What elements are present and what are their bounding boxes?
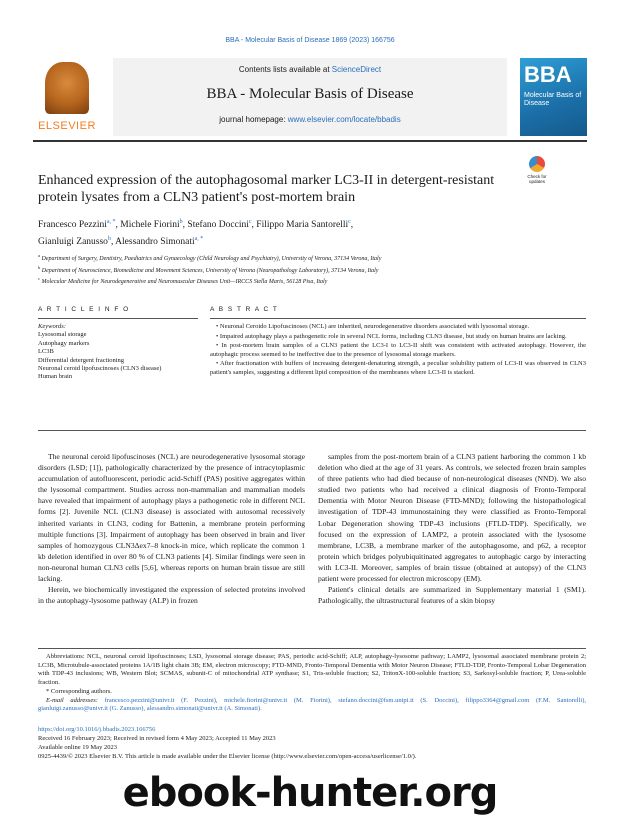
journal-title: BBA - Molecular Basis of Disease (206, 86, 414, 102)
affiliation-text: Department of Surgery, Dentistry, Paediatrics and Gynaecology (Child Neurology and Psychiatry), University of Verona, 37134 Verona, Italy (40, 256, 382, 262)
keyword-item: Neuronal ceroid lipofuscinoses (CLN3 disease) (38, 365, 162, 373)
received-dates: Received 16 February 2023; Received in revised form 4 May 2023; Accepted 11 May 2023 (38, 735, 276, 742)
homepage-link[interactable]: www.elsevier.com/locate/bbadis (287, 115, 401, 124)
footnotes (38, 653, 586, 714)
affiliation-mark: a (38, 253, 40, 258)
keyword-item: Differential detergent fractioning (38, 356, 125, 364)
journal-reference[interactable]: BBA - Molecular Basis of Disease 1869 (2023) 166756 (225, 37, 395, 44)
affiliations (38, 252, 588, 287)
body-paragraph: Patient's clinical details are summarized in Supplementary material 1 (SM1). Pathologically, the ultrastructural features of a skin biopsy (318, 585, 586, 606)
author-name[interactable]: Francesco Pezzini (38, 220, 107, 231)
article-title: Enhanced expression of the autophagosomal marker LC3-II in detergent-resistant protein lysates from a CLN3 patient's post-mortem brain (38, 173, 495, 205)
keyword-item: Lysosomal storage (38, 331, 87, 339)
homepage-prefix: journal homepage: (219, 115, 288, 124)
doi-link[interactable]: https://doi.org/10.1016/j.bbadis.2023.166756 (38, 726, 156, 733)
author-affiliation-mark[interactable]: c (348, 219, 351, 225)
author-affiliation-mark[interactable]: a, * (106, 219, 116, 225)
author-name[interactable]: Stefano Doccini (187, 220, 249, 231)
cover-title: BBA (524, 62, 572, 87)
email-links[interactable]: francesco.pezzini@univr.it (F. Pezzini), michele.fiorini@univr.it (M. Fiorini), stefano.doccini@fsm.unipi.it (S. Doccini), filippo3364@gmail.com (F.M. Santorelli), gianluigi.zanusso@univr.it (G. Zanusso), alessandro.simonati@univr.it (A. Simonati). (38, 696, 586, 713)
abstract-bullet: • Impaired autophagy plays a pathogenetic role in several NCL forms, including CLN3 disease, but study on human brains are lacking. (216, 332, 567, 340)
author-list: Francesco Pezzini$^{a, *}$, Michele Fiorini$^b$, Stefano Doccini$^c$, Filippo Maria Santorelli$^c$, Gianluigi Zanusso$^b$, Alessandro Simonati$^{a, *}$ (38, 219, 354, 248)
author-name[interactable]: Michele Fiorini (120, 220, 180, 231)
abstract-bullet: • Neuronal Ceroido Lipofuscinoses (NCL) are inherited, neurodegenerative disorders associated with lysosomal storage. (216, 323, 530, 330)
contents-line (113, 65, 507, 74)
author-affiliation-mark[interactable]: c (248, 219, 252, 225)
email-addresses (38, 697, 586, 714)
contents-prefix: Contents lists available at (238, 65, 332, 74)
affiliation-item (38, 252, 588, 264)
available-online-date: Available online 19 May 2023 (38, 744, 117, 751)
journal-masthead (33, 58, 587, 136)
email-prefix: E-mail addresses: (46, 696, 105, 704)
cover-subtitle: Molecular Basis of Disease (524, 92, 582, 107)
keywords-label: Keywords: (38, 323, 66, 330)
affiliation-text: Molecular Medicine for Neurodegenerative and Neuromuscular Diseases Unit—IRCCS Stella Maris, 56128 Pisa, Italy (40, 279, 328, 285)
keyword-item: Autophagy markers (38, 339, 90, 347)
license-line: 0925-4439/© 2023 Elsevier B.V. This article is made available under the Elsevier license (http://www.elsevier.com/open-access/userlicense/1.0/). (38, 753, 417, 760)
footnote-divider (38, 648, 586, 649)
author-name[interactable]: Filippo Maria Santorelli (256, 220, 349, 231)
author-affiliation-mark[interactable]: b (107, 236, 111, 243)
author-affiliation-mark[interactable]: a, * (194, 236, 204, 243)
check-updates-label: Check for updates (527, 174, 547, 184)
author-name[interactable]: Gianluigi Zanusso (38, 237, 108, 248)
body-column-left (38, 451, 305, 606)
masthead-divider (33, 140, 587, 142)
homepage-line (113, 115, 507, 124)
watermark-text: ebook-hunter.org (122, 770, 498, 816)
elsevier-logo (33, 62, 101, 134)
author-affiliation-mark[interactable]: b (179, 219, 183, 225)
abstract-divider (210, 318, 586, 319)
body-divider (38, 430, 586, 431)
elsevier-tree-icon (45, 62, 89, 114)
body-column-right (318, 451, 586, 606)
body-paragraph: The neuronal ceroid lipofuscinoses (NCL) are neurodegenerative lysosomal storage disorders (LSD; [1]), pathologically characterized by the presence of intracytoplasmic accumulation of autofluorescent, periodic acid-Schiff (PAS) positive aggregates within the lysosomal compartment. Studies across non-mammalian and mammalian models have revealed that impairment of autophagy plays a pathogenetic role in different NCL forms [2]. Juvenile NCL (CLN3 disease) is associated with autosomal recessively inherited variants in CLN3, coding for Battenin, a membrane protein performing multiple functions [3]. Impairment of autophagy has been observed in brain and liver samples of homozygous CLN3Δex7–8 knock-in mice, which replicate the common 1 kb deletion identified in over 80 % of CLN3 patients [4]. Similar findings were seen in non-neuronal human CLN3 cells [5,6], whereas reports on human brain tissue are still lacking. (38, 452, 305, 584)
journal-cover-image (520, 58, 587, 136)
publisher-name: ELSEVIER (38, 120, 96, 132)
article-info-divider (38, 318, 198, 319)
affiliation-item (38, 275, 588, 287)
abstract-text (210, 323, 586, 379)
body-paragraph: Herein, we biochemically investigated the expression of selected proteins involved in the autophagy-lysosome pathway (ALP) in frozen (38, 585, 305, 606)
keyword-item: LC3B (38, 348, 54, 356)
author-name[interactable]: Alessandro Simonati (115, 237, 195, 248)
check-for-updates-button[interactable] (522, 156, 552, 186)
body-paragraph: samples from the post-mortem brain of a CLN3 patient harboring the common 1 kb deletion who died at the age of 31 years. As controls, we selected frozen brain samples of three patients who had died because of non-neurological diseases (NND). We also studied two patients who had received a clinical diagnosis of Fronto-Temporal Dementia with Motor Neuron Disease (FTD-MND); following the histopathological investigation of TDP-43 immunostaining they were classified as Fronto-Temporal Lobar Degeneration showing TDP-43 inclusions (FTLD-TDP). Specifically, we focused on the expression of LAMP2, a protein associated with the lysosome membrane, LC3B, a membrane marker of the autophagosome, and p62, a receptor protein which bridges polyubiquitinated aggregates to autophagic cargo by interacting with LC3-II. Moreover, samples of brain tissue (obtained at autopsy) of the CLN3 patient were processed for electron microscopy (EM). (318, 452, 586, 584)
abbreviations-footnote: Abbreviations: NCL, neuronal ceroid lipofuscinoses; LSD, lysosomal storage disease; PAS, periodic acid-Schiff; ALP, autophagy-lysosome pathway; LAMP2, lysosomal associated membrane protein 2; LC3B, Microtubule-associated proteins 1A/1B light chain 3B; EM, electron microscopy; FTD-MND, Fronto-Temporal Dementia with Motor Neuron Disease; FTLD-TDP, Fronto-Temporal Lobar Degeneration with TDP-43 inclusions; WB, Western Blot; SCMAS, subunit-C of mitochondrial ATP synthase; S1, Tris-soluble fraction; S2, TritonX-100-soluble fraction; S3, Sarkosyl-soluble fraction; P, Urea-soluble fraction. (38, 653, 586, 687)
affiliation-item (38, 264, 588, 276)
sciencedirect-link[interactable]: ScienceDirect (331, 65, 382, 74)
affiliation-mark: b (38, 264, 41, 270)
affiliation-mark: c (38, 276, 40, 281)
masthead-center (113, 58, 507, 136)
article-info-header: A R T I C L E I N F O (38, 306, 130, 313)
keyword-item: Human brain (38, 373, 73, 381)
check-updates-icon (529, 156, 545, 172)
corresponding-authors-note: * Corresponding authors. (46, 687, 112, 695)
keywords-block (38, 323, 203, 382)
abstract-bullet: • In post-mortem brain samples of a CLN3 patient the LC3-I to LC3-II shift was consistent with activated autophagy. However, the autophagic process seemed to be ineffective due to the presence of lysosomal storage markers. (210, 342, 586, 358)
affiliation-text: Department of Neuroscience, Biomedicine and Movement Sciences, University of Verona (Neuropathology Laboratory), 37134 Verona, Italy (40, 267, 379, 274)
abstract-header: A B S T R A C T (210, 306, 279, 313)
publication-info (38, 725, 586, 761)
abstract-bullet: • After fractionation with buffers of increasing detergent-denaturing strength, a peculiar solubility pattern of LC3-II was observed in CLN3 patient's samples, suggesting a different lipid composition of the membranes where LC3-II is stacked. (210, 360, 586, 376)
